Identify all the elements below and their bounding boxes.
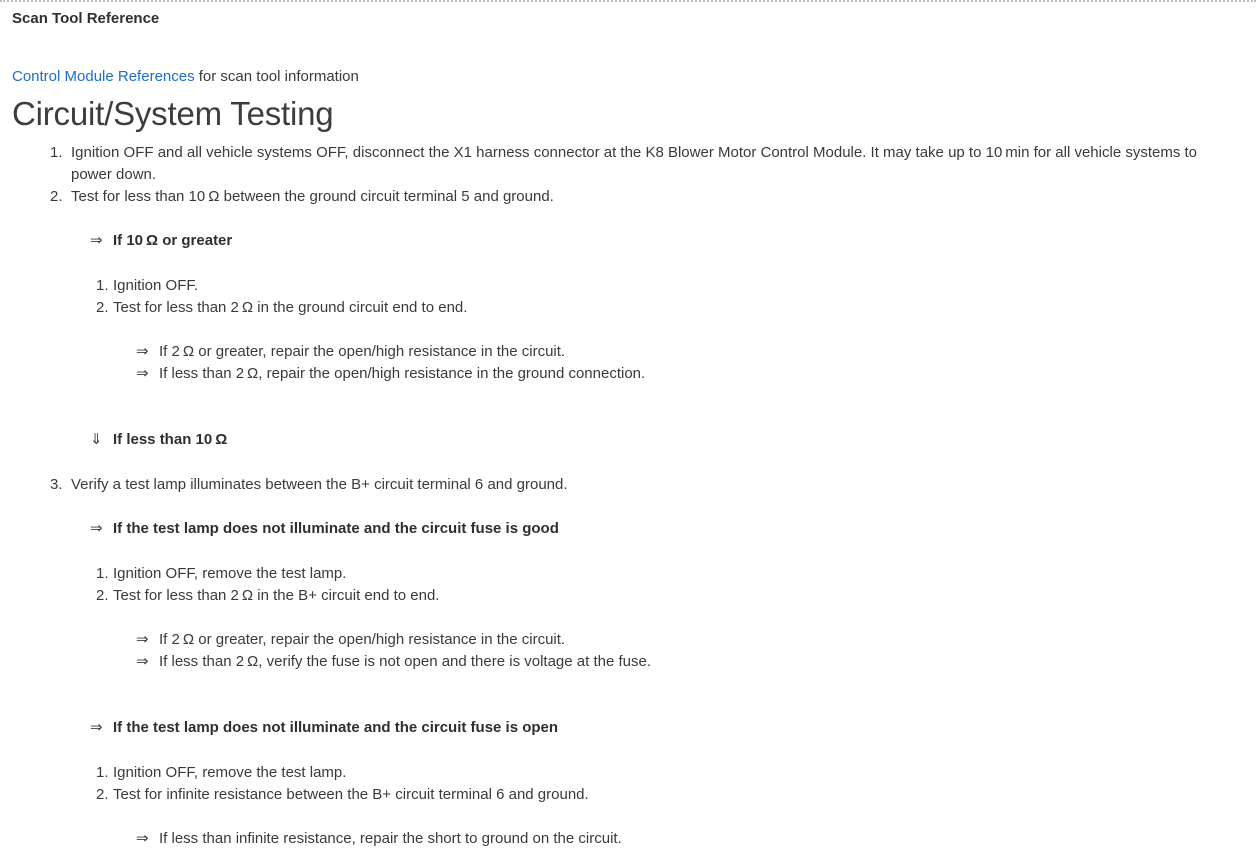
substep-number: 1.: [96, 565, 109, 582]
branch-label: If less than 10 Ω: [113, 431, 228, 448]
step-3: [12, 474, 1242, 496]
substep-text: Test for less than 2 Ω in the ground circuit end to end.: [113, 299, 468, 316]
result-2-ohm-or-greater: [12, 629, 1242, 651]
step-number: 2.: [50, 188, 63, 205]
branch-fuse-open: [12, 717, 1242, 739]
substep-text: Test for infinite resistance between the B+ circuit terminal 6 and ground.: [113, 786, 589, 803]
circuit-system-testing-procedure: [12, 142, 1242, 850]
step-text: Test for less than 10 Ω between the ground circuit terminal 5 and ground.: [71, 188, 554, 205]
substep-number: 2.: [96, 587, 109, 604]
substep-1: [12, 275, 1242, 297]
step-number: 3.: [50, 476, 63, 493]
control-module-references-link[interactable]: Control Module References: [12, 68, 195, 85]
right-double-arrow-icon: ⇒: [136, 653, 149, 670]
right-double-arrow-icon: ⇒: [136, 830, 149, 847]
step-2: [12, 186, 1242, 208]
substep-text: Ignition OFF.: [113, 277, 199, 294]
substep-1: [12, 563, 1242, 585]
branch-label: If 10 Ω or greater: [113, 232, 233, 249]
result-text: If less than 2 Ω, repair the open/high resistance in the ground connection.: [159, 365, 646, 382]
substep-2: [12, 297, 1242, 319]
substep-number: 2.: [96, 786, 109, 803]
result-less-than-2-ohm: [12, 651, 1242, 673]
intro-line: [12, 67, 1242, 87]
right-double-arrow-icon: ⇒: [90, 232, 103, 249]
result-text: If 2 Ω or greater, repair the open/high resistance in the circuit.: [159, 343, 566, 360]
branch-label: If the test lamp does not illuminate and the circuit fuse is good: [113, 520, 559, 537]
down-double-arrow-icon: ⇓: [90, 431, 103, 448]
page-title: Circuit/System Testing: [12, 95, 334, 132]
step-1: [12, 142, 1242, 186]
step-number: 1.: [50, 144, 63, 161]
section-heading-scan-tool-reference: Scan Tool Reference: [12, 10, 160, 27]
substep-1: [12, 762, 1242, 784]
right-double-arrow-icon: ⇒: [90, 719, 103, 736]
result-text: If less than infinite resistance, repair the short to ground on the circuit.: [159, 830, 622, 847]
step-text: Verify a test lamp illuminates between the B+ circuit terminal 6 and ground.: [71, 476, 568, 493]
right-double-arrow-icon: ⇒: [136, 365, 149, 382]
branch-fuse-good: [12, 518, 1242, 540]
right-double-arrow-icon: ⇒: [136, 343, 149, 360]
substep-number: 1.: [96, 277, 109, 294]
step-text: Ignition OFF and all vehicle systems OFF, disconnect the X1 harness connector at the K8 Blower Motor Control Module. It may take up to 10 min for all vehicle systems to power down.: [71, 144, 1198, 183]
substep-text: Test for less than 2 Ω in the B+ circuit end to end.: [113, 587, 440, 604]
intro-suffix-text: for scan tool information: [194, 68, 359, 85]
substep-2: [12, 585, 1242, 607]
right-double-arrow-icon: ⇒: [90, 520, 103, 537]
branch-label: If the test lamp does not illuminate and the circuit fuse is open: [113, 719, 559, 736]
result-text: If 2 Ω or greater, repair the open/high resistance in the circuit.: [159, 631, 566, 648]
result-text: If less than 2 Ω, verify the fuse is not open and there is voltage at the fuse.: [159, 653, 652, 670]
substep-2: [12, 784, 1242, 806]
substep-number: 1.: [96, 764, 109, 781]
result-less-than-2-ohm: [12, 363, 1242, 385]
substep-number: 2.: [96, 299, 109, 316]
result-2-ohm-or-greater: [12, 341, 1242, 363]
substep-text: Ignition OFF, remove the test lamp.: [113, 565, 347, 582]
right-double-arrow-icon: ⇒: [136, 631, 149, 648]
branch-10-ohm-or-greater: [12, 230, 1242, 252]
substep-text: Ignition OFF, remove the test lamp.: [113, 764, 347, 781]
branch-less-than-10-ohm: [12, 429, 1242, 451]
result-less-than-infinite: [12, 828, 1242, 850]
